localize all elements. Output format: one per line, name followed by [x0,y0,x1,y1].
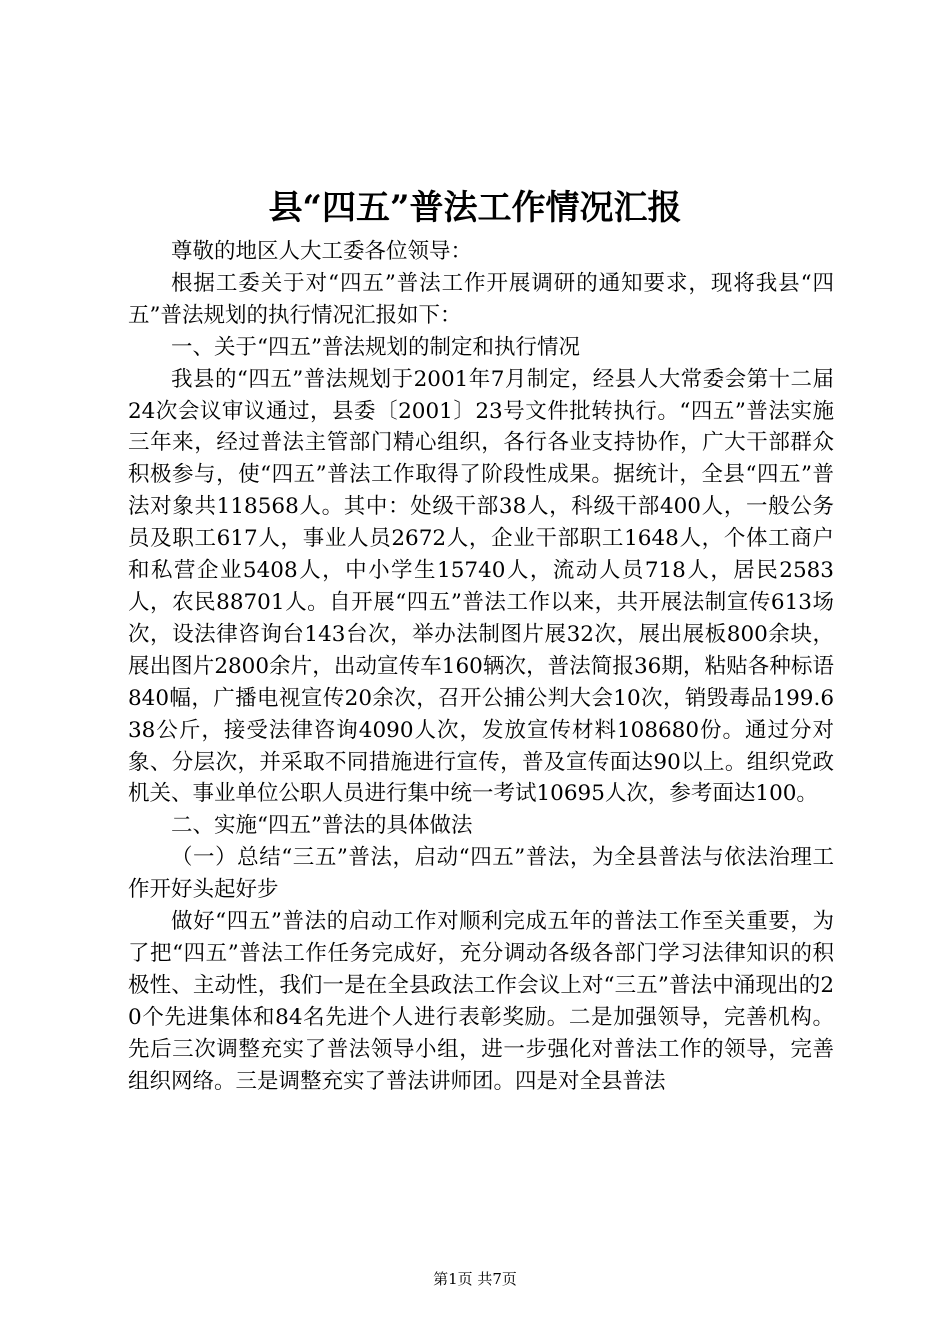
section-heading-1: 一、关于“四五”普法规划的制定和执行情况 [171,334,580,360]
measures-paragraph: 做好“四五”普法的启动工作对顺利完成五年的普法工作至关重要，为了把“四五”普法工作任务完成好，充分调动各级各部门学习法律知识的积极性、主动性，我们一是在全县政法工作会议上对“三五”普法中涌现出的20个先进集体和84名先进个人进行表彰奖励。二是加强领导，完善机构。先后三次调整充实了普法领导小组，进一步强化对普法工作的领导，完善组织网络。三是调整充实了普法讲师团。四是对全县普法 [128,909,834,1094]
salutation-paragraph: 尊敬的地区人大工委各位领导： [171,239,473,264]
section-heading-2: 二、实施“四五”普法的具体做法 [171,813,473,839]
document-body [128,236,834,1097]
statistics-paragraph: 我县的“四五”普法规划于2001年7月制定，经县人大常委会第十二届24次会议审议通过，县委〔2001〕23号文件批转执行。“四五”普法实施三年来，经过普法主管部门精心组织，各行各业支持协作，广大干部群众积极参与，使“四五”普法工作取得了阶段性成果。据统计，全县“四五”普法对象共118568人。其中：处级干部38人，科级干部400人，一般公务员及职工617人，事业人员2672人，企业干部职工1648人，个体工商户和私营企业5408人，中小学生15740人，流动人员718人，居民2583人，农民88701人。自开展“四五”普法工作以来，共开展法制宣传613场次，设法律咨询台143台次，举办法制图片展32次，展出展板800余块，展出图片2800余片，出动宣传车160辆次，普法简报36期，粘贴各种标语840幅，广播电视宣传20余次，召开公捕公判大会10次，销毁毒品199.638公斤，接受法律咨询4090人次，发放宣传材料108680份。通过分对象、分层次，并采取不同措施进行宣传，普及宣传面达90以上。组织党政机关、事业单位公职人员进行集中统一考试10695人次，参考面达100。 [128,366,834,807]
subsection-heading-1: （一）总结“三五”普法，启动“四五”普法，为全县普法与依法治理工作开好头起好步 [128,845,834,903]
document-title: 县“四五”普法工作情况汇报 [268,188,682,228]
page-footer: 第1页 共7页 [433,1270,517,1288]
intro-paragraph: 根据工委关于对“四五”普法工作开展调研的通知要求，现将我县“四五”普法规划的执行情况汇报如下： [128,270,834,328]
